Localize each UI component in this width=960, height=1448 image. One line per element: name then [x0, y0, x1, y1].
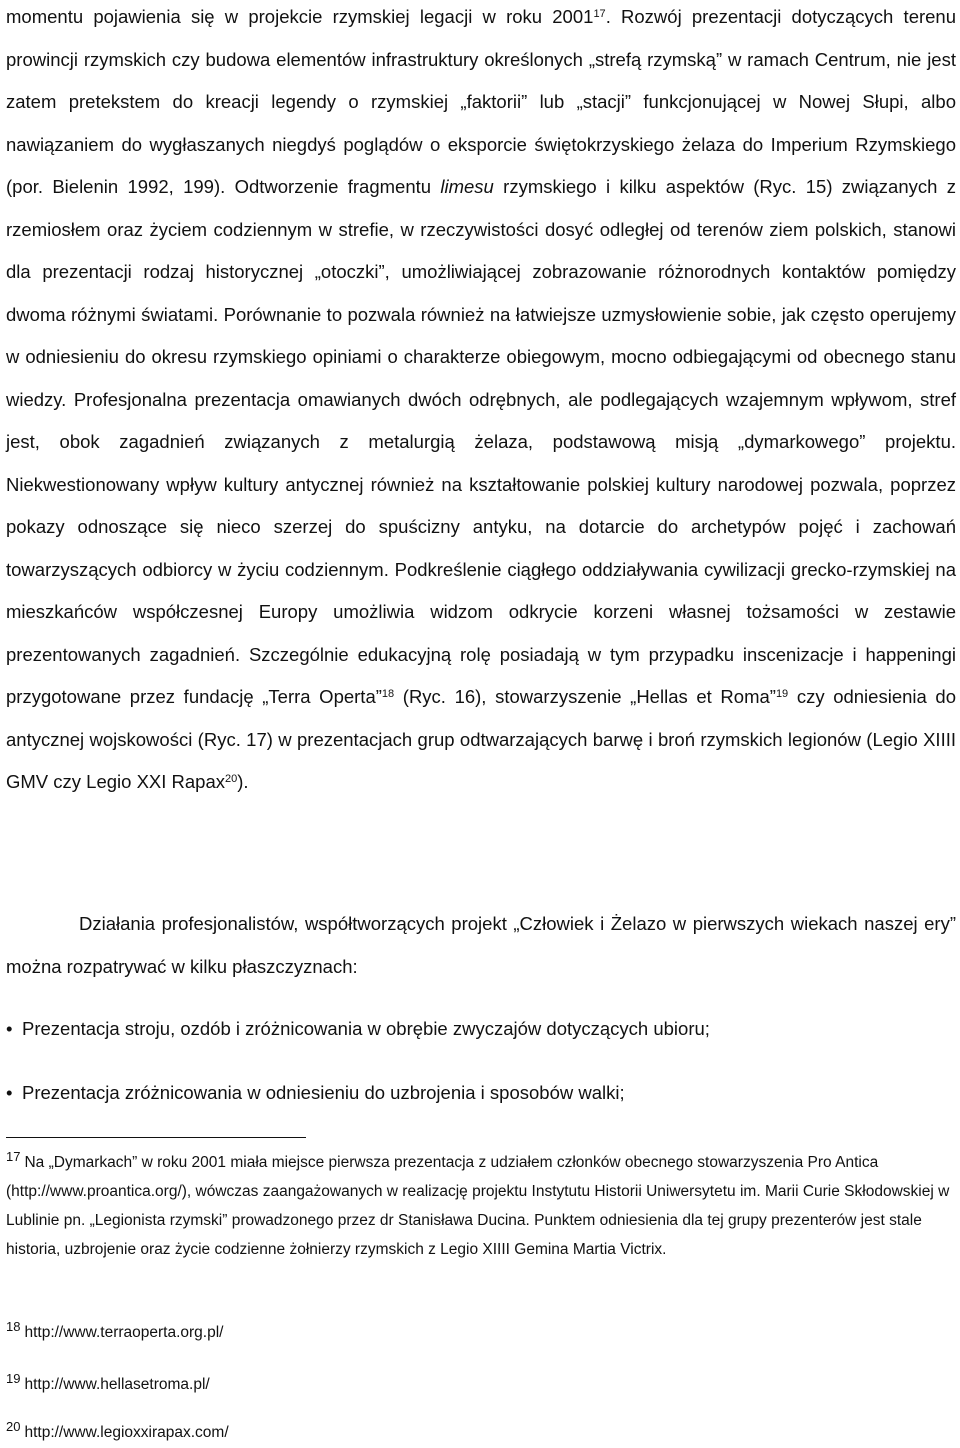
bullet-marker: • [6, 1018, 13, 1039]
italic-term: limesu [440, 176, 494, 197]
paragraph-text: momentu pojawienia się w projekcie rzymskiej legacji w roku 2001 [6, 6, 594, 27]
intro-paragraph: Działania profesjonalistów, współtworzących projekt „Człowiek i Żelazo w pierwszych wiekach naszej ery” można rozpatrywać w kilku płaszczyznach: [6, 913, 956, 977]
paragraph-text: ). [237, 771, 249, 792]
footnote-number: 17 [6, 1148, 21, 1164]
bullet-marker: • [6, 1082, 13, 1103]
footnote-number: 19 [6, 1370, 21, 1386]
footnote-separator [6, 1137, 306, 1138]
footnote-link[interactable]: http://www.hellasetroma.pl/ [24, 1376, 210, 1393]
paragraph-text: rzymskiego i kilku aspektów (Ryc. 15) związanych z rzemiosłem oraz życiem codziennym w strefie, w rzeczywistości dosyć odległej od terenów ziem polskich, stanowi dla prezentacji rodzaj historycznej „otoczki”, umożliwiającej zobrazowanie różnorodnych kontaktów pomiędzy dwoma różnymi światami. Porównanie to pozwala również na łatwiejsze uzmysłowienie sobie, jak często operujemy w odniesieniu do okresu rzymskiego opiniami o charakterze obiegowym, mocno odbiegającymi od obecnego stanu wiedzy. Profesjonalna prezentacja omawianych dwóch odrębnych, ale podlegających wzajemnym wpływom, stref jest, obok zagadnień związanych z metalurgią żelaza, podstawową misją „dymarkowego” projektu. Niekwestionowany wpływ kultury antycznej również na kształtowanie polskiej kultury narodowej pozwala, poprzez pokazy odnoszące się nieco szerzej do spuścizny antyku, na dotarcie do archetypów pojęć i zachowań towarzyszących odbiorcy w życiu codziennym. Podkreślenie ciągłego oddziaływania cywilizacji grecko-rzymskiej na mieszkańców współczesnej Europy umożliwia widzom odkrycie korzeni własnej tożsamości w zestawie prezentowanych zagadnień. Szczególnie edukacyjną rolę posiadają w tym przypadku inscenizacje i happeningi przygotowane przez fundację „Terra Operta” [6, 176, 956, 707]
paragraph-text: (Ryc. 16), stowarzyszenie „Hellas et Roma” [394, 686, 776, 707]
footnote-reference-17[interactable]: 17 [593, 7, 606, 20]
paragraph-text: . Rozwój prezentacji dotyczących terenu prowincji rzymskich czy budowa elementów infrastruktury określonych „strefą rzymską” w ramach Centrum, nie jest zatem pretekstem do kreacji legendy o rzymskiej „faktorii” lub „stacji” funkcjonującej w Nowej Słupi, albo nawiązaniem do wygłaszanych niegdyś poglądów o eksporcie świętokrzyskiego żelaza do Imperium Rzymskiego (por. Bielenin 1992, 199). Odtworzenie fragmentu [6, 6, 957, 197]
bullet-item [6, 1078, 956, 1108]
footnote-link[interactable]: http://www.legioxxirapax.com/ [24, 1424, 229, 1441]
footnote-number: 20 [6, 1418, 21, 1434]
footnote-20 [6, 1418, 956, 1447]
footnote-reference-19[interactable]: 19 [775, 687, 789, 700]
bullet-item [6, 1014, 956, 1044]
body-paragraph [6, 0, 956, 804]
footnote-text: Na „Dymarkach” w roku 2001 miała miejsce pierwsza prezentacja z udziałem członków obecnego stowarzyszenia Pro Antica (http://www.proantica.org/), wówczas zaangażowanych w realizację projektu Instytutu Historii Uniwersytetu im. Marii Curie Skłodowskiej w Lublinie pn. „Legionista rzymski” prowadzonego przez dr Stanisława Ducina. Punktem odniesienia dla tej grupy prezenterów jest stale historia, uzbrojenie oraz życie codzienne żołnierzy rzymskich z Legio XIIII Gemina Martia Victrix. [6, 1154, 950, 1258]
footnote-18 [6, 1318, 956, 1347]
footnote-17 [6, 1148, 956, 1264]
footnote-reference-20[interactable]: 20 [225, 772, 238, 785]
footnote-link[interactable]: http://www.terraoperta.org.pl/ [24, 1324, 224, 1341]
bullet-text: Prezentacja zróżnicowania w odniesieniu do uzbrojenia i sposobów walki; [22, 1082, 625, 1103]
footnote-reference-18[interactable]: 18 [381, 687, 395, 700]
footnote-19 [6, 1370, 956, 1399]
bullet-text: Prezentacja stroju, ozdób i zróżnicowania w obrębie zwyczajów dotyczących ubioru; [22, 1018, 710, 1039]
footnote-number: 18 [6, 1318, 21, 1334]
paragraph-text: czy odniesienia do antycznej wojskowości (Ryc. 17) w prezentacjach grup odtwarzających barwę i broń rzymskich legionów (Legio XIIII GMV czy Legio XXI Rapax [6, 686, 956, 792]
